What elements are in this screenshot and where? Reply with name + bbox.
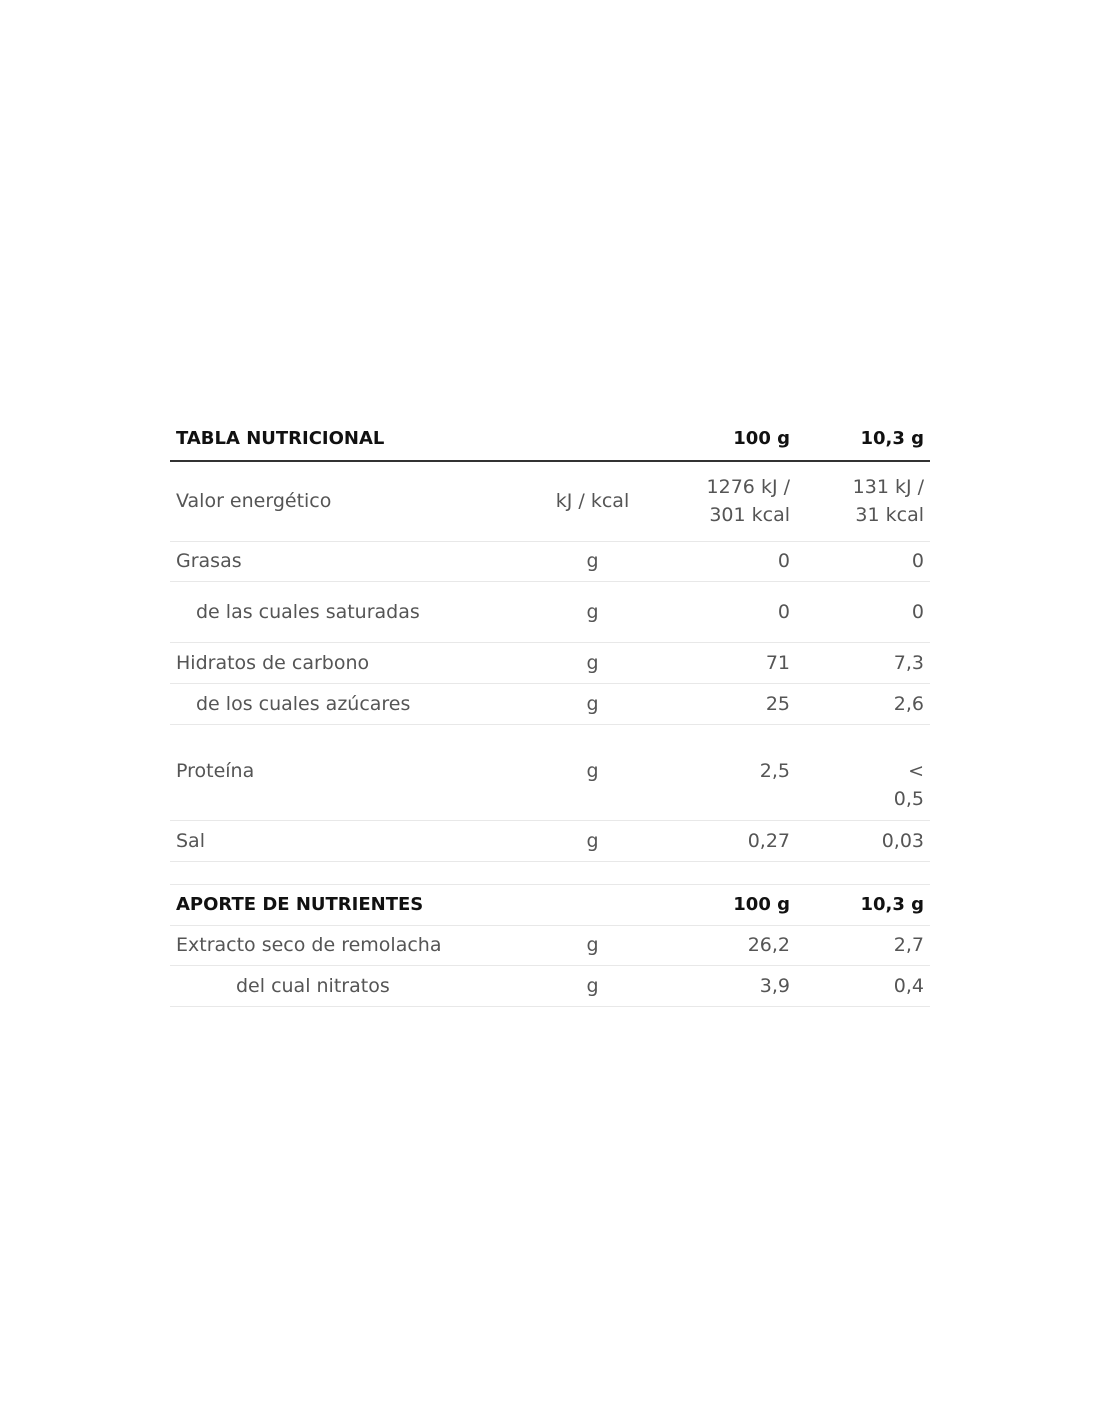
row-unit: g <box>525 642 660 683</box>
row-unit: kJ / kcal <box>525 461 660 541</box>
row-value-serving: 2,6 <box>796 683 930 724</box>
section-spacer <box>170 861 930 884</box>
table-row-energy <box>170 461 930 541</box>
row-unit: g <box>525 541 660 581</box>
unit-column-header <box>525 418 660 461</box>
nutrition-table-container <box>170 418 930 1007</box>
energy-value-100g: 1276 kJ / 301 kcal <box>706 476 790 527</box>
row-label: Hidratos de carbono <box>170 642 525 683</box>
energy-value-serving: 131 kJ / 31 kcal <box>852 476 924 527</box>
protein-value-serving: < 0,5 <box>893 759 924 810</box>
row-unit: g <box>525 925 660 965</box>
row-value-100g: 71 <box>660 642 796 683</box>
row-label: Sal <box>170 820 525 861</box>
table-row-sugars <box>170 683 930 724</box>
row-value-100g: 0,27 <box>660 820 796 861</box>
row-value-serving: 0 <box>796 581 930 642</box>
row-unit: g <box>525 820 660 861</box>
row-value-100g: 26,2 <box>660 925 796 965</box>
row-value-serving: 2,7 <box>796 925 930 965</box>
per-serving-column-header: 10,3 g <box>796 884 930 925</box>
nutrition-table-title: TABLA NUTRICIONAL <box>170 418 525 461</box>
row-value-100g: 2,5 <box>660 724 796 820</box>
per-100g-column-header: 100 g <box>660 884 796 925</box>
table-row-fat <box>170 541 930 581</box>
row-value-100g <box>660 461 796 541</box>
row-label: de los cuales azúcares <box>170 683 525 724</box>
unit-column-header <box>525 884 660 925</box>
row-value-100g: 25 <box>660 683 796 724</box>
table-row-beet-extract <box>170 925 930 965</box>
row-value-serving: 0,4 <box>796 965 930 1006</box>
per-serving-column-header: 10,3 g <box>796 418 930 461</box>
nutrition-table <box>170 418 930 1007</box>
row-label: Valor energético <box>170 461 525 541</box>
row-unit: g <box>525 581 660 642</box>
table-row-saturated-fat <box>170 581 930 642</box>
row-unit: g <box>525 724 660 820</box>
row-label: del cual nitratos <box>170 965 525 1006</box>
row-value-100g: 3,9 <box>660 965 796 1006</box>
row-value-100g: 0 <box>660 541 796 581</box>
row-label: Extracto seco de remolacha <box>170 925 525 965</box>
row-value-serving: 0 <box>796 541 930 581</box>
row-label: Proteína <box>170 724 525 820</box>
table-row-carbohydrates <box>170 642 930 683</box>
row-unit: g <box>525 965 660 1006</box>
row-value-serving <box>796 724 930 820</box>
row-label: de las cuales saturadas <box>170 581 525 642</box>
row-value-serving <box>796 461 930 541</box>
table-row-salt <box>170 820 930 861</box>
table-row-nitrates <box>170 965 930 1006</box>
row-value-100g: 0 <box>660 581 796 642</box>
nutrients-section-title: APORTE DE NUTRIENTES <box>170 884 525 925</box>
row-label: Grasas <box>170 541 525 581</box>
table-row-protein <box>170 724 930 820</box>
nutrition-table-header <box>170 418 930 461</box>
row-unit: g <box>525 683 660 724</box>
nutrients-section-header <box>170 884 930 925</box>
row-value-serving: 7,3 <box>796 642 930 683</box>
per-100g-column-header: 100 g <box>660 418 796 461</box>
row-value-serving: 0,03 <box>796 820 930 861</box>
